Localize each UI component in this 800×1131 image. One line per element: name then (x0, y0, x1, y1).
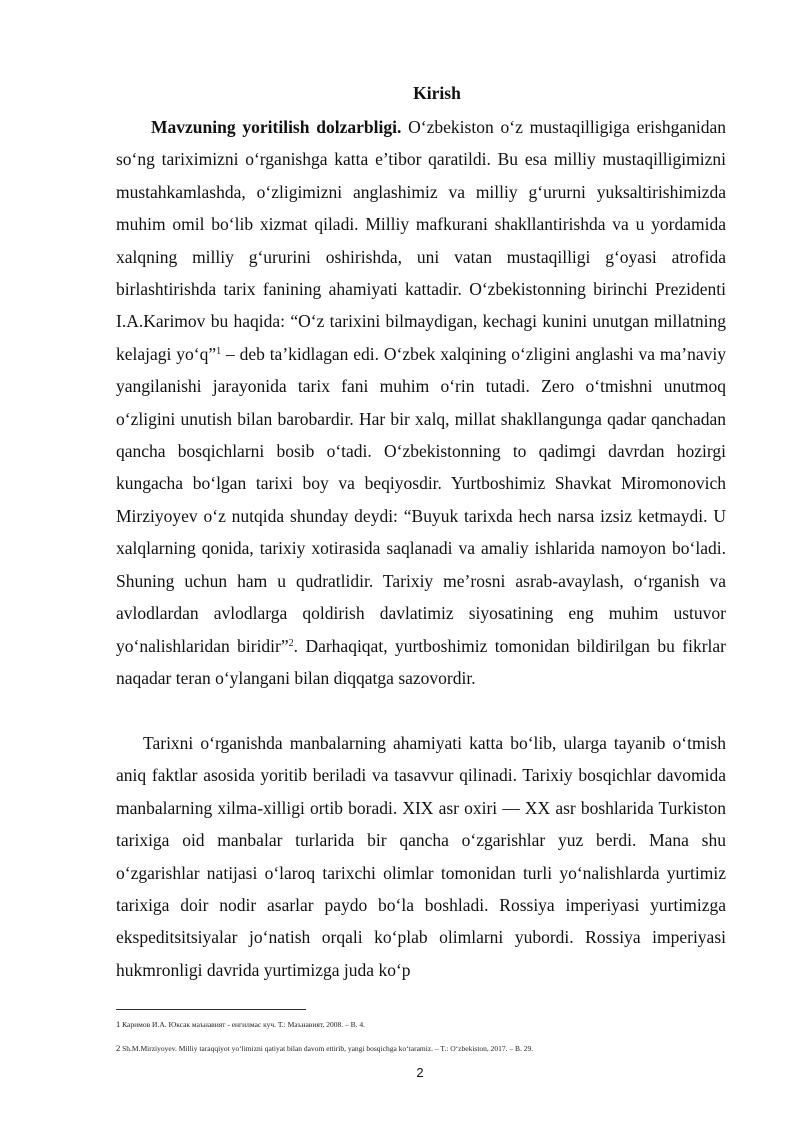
footnote-1 (116, 1019, 756, 1030)
footnote-separator (116, 1009, 306, 1010)
paragraph-1 (116, 111, 726, 694)
paragraph-2-text: Tarixni o‘rganishda manbalarning ahamiyati katta bo‘lib, ularga tayanib o‘tmish aniq faktlar asosida yoritib beriladi va tasavvur qilinadi. Tarixiy bosqichlar davomida manbalarning xilma-xilligi ortib boradi. XIX asr oxiri — XX asr boshlarida Turkiston tarixiga oid manbalar turlarida bir qancha o‘zgarishlar yuz berdi. Mana shu o‘zgarishlar natijasi o‘laroq tarixchi olimlar tomonidan turli yo‘nalishlarda yurtimiz tarixiga doir nodir asarlar paydo bo‘la boshladi. Rossiya imperiyasi yurtimizga ekspeditsitsiyalar jo‘natish orqali ko‘plab olimlarni yubordi. Rossiya imperiyasi hukmronligi davrida yurtimizga juda ko‘p (116, 733, 726, 980)
footnote-ref-2[interactable]: 2 (288, 637, 294, 649)
footnote-number: 1 (116, 1019, 121, 1029)
paragraph-1-text-c: . Darhaqiqat, yurtboshimiz tomonidan bildirilgan bu fikrlar naqadar teran o‘ylangani bilan diqqatga sazovordir. (116, 635, 726, 688)
footnote-number: 2 (116, 1043, 121, 1053)
footnote-2 (116, 1043, 756, 1054)
section-title: Kirish (413, 83, 461, 103)
paragraph-1-text-b: – deb ta’kidlagan edi. O‘zbek xalqining o‘zligini anglashi va ma’naviy yangilanishi jarayonida tarix fani muhim o‘rin tutadi. Zero o‘tmishni unutmoq o‘zligini unutish bilan barobardir. Har bir xalq, millat shakllangunga qadar qanchadan qancha bosqichlarni bosib o‘tadi. O‘zbekistonning to qadimgi davrdan hozirgi kungacha bo‘lgan tarixi boy va beqiyosdir. Yurtboshimiz Shavkat Miromonovich Mirziyoyev o‘z nutqida shunday deydi: “Buyuk tarixda hech narsa izsiz ketmaydi. U xalqlarning qonida, tarixiy xotirasida saqlanadi va amaliy ishlarida namoyon bo‘ladi. Shuning uchun ham u qudratlidir. Tarixiy me’rosni asrab-avaylash, o‘rganish va avlodlardan avlodlarga qoldirish davlatimiz siyosatining eng muhim ustuvor yo‘nalishlaridan biridir” (116, 343, 726, 656)
footnote-ref-1[interactable]: 1 (216, 345, 222, 357)
footnote-text: Sh.M.Mirziyoyev. Milliy taraqqiyot yo‘limizni qatiyat bilan davom ettirib, yangi bosqichga ko‘taramiz. – T.: O‘zbekiston, 2017. – B. 29. (122, 1044, 534, 1053)
footnote-text: Каримов И.А. Юксак маънавият - енгилмас куч. Т.: Маънавият, 2008. – B. 4. (122, 1020, 366, 1029)
paragraph-2 (116, 727, 726, 986)
paragraph-1-text-a: O‘zbekiston o‘z mustaqilligiga erishganidan so‘ng tariximizni o‘rganishga katta e’tibor qaratildi. Bu esa milliy mustaqilligimizni mustahkamlashda, o‘zligimizni anglashimiz va milliy g‘ururni yuksaltirishimizda muhim omil bo‘lib xizmat qiladi. Milliy mafkurani shakllantirishda va u yordamida xalqning milliy g‘ururini oshirishda, uni vatan mustaqilligi g‘oyasi atrofida birlashtirishda tarix fanining ahamiyati kattadir. O‘zbekistonning birinchi Prezidenti I.A.Karimov bu haqida: “O‘z tarixini bilmaydigan, kechagi kunini unutgan millatning kelajagi yo‘q” (116, 117, 726, 364)
paragraph-lead-bold: Mavzuning yoritilish dolzarbligi. (151, 117, 402, 137)
page-number: 2 (416, 1065, 424, 1080)
